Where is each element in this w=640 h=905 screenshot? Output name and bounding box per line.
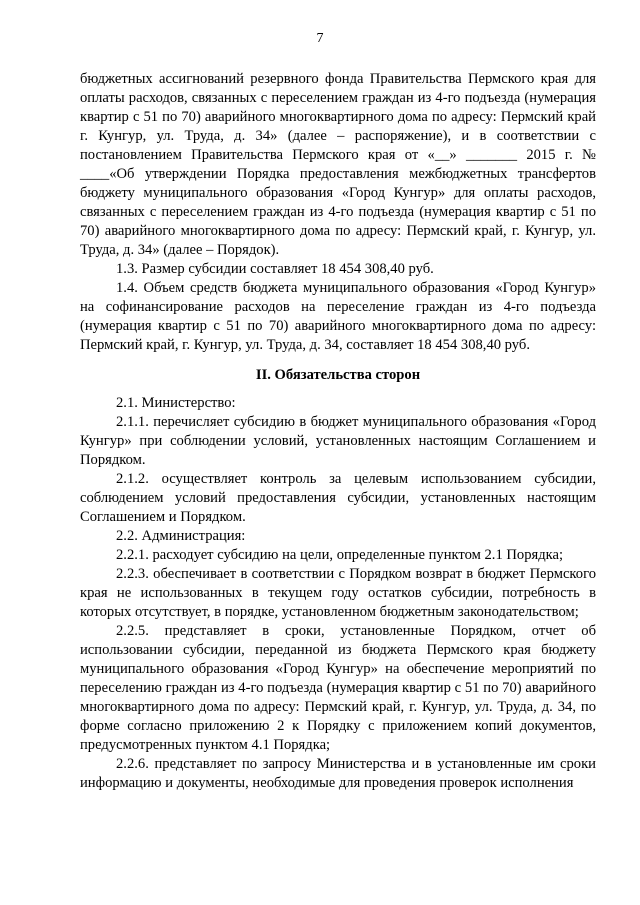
page-number: 7 — [316, 31, 324, 46]
paragraph-2-2-3: 2.2.3. обеспечивает в соответствии с Порядком возврат в бюджет Пермского края не использованных в текущем году остатков субсидии, потребность в которых отсутствует, в порядке, установленном бюджетным законодательством; — [80, 566, 596, 620]
paragraph-ordinance-context: бюджетных ассигнований резервного фонда Правительства Пермского края для оплаты расходов, связанных с переселением граждан из 4-го подъезда (нумерация квартир с 51 по 70) аварийного многоквартирного дома по адресу: Пермский край г. Кунгур, ул. Труда, д. 34» (далее – распоряжение), и в соответствии с постановлением Правительства Пермского края от «__» _______ 2015 г. № ____«Об утверждении Порядка предоставления межбюджетных трансфертов бюджету муниципального образования «Город Кунгур» для оплаты расходов, связанных с переселением граждан из 4-го подъезда (нумерация квартир с 51 по 70) аварийного многоквартирного дома по адресу: Пермский край, г. Кунгур, ул. Труда, д. 34» (далее – Порядок). — [80, 71, 596, 258]
paragraph-2-2-5: 2.2.5. представляет в сроки, установленные Порядком, отчет об использовании субсидии, переданной из бюджета Пермского края бюджету муниципального образования «Город Кунгур» на обеспечение мероприятий по переселению граждан из 4-го подъезда (нумерация квартир с 51 по 70) аварийного многоквартирного дома по адресу: Пермский край, г. Кунгур, ул. Труда, д. 34, по форме согласно приложению 2 к Порядку с приложением копий документов, предусмотренных пунктом 4.1 Порядка; — [80, 623, 596, 753]
paragraph-1-4: 1.4. Объем средств бюджета муниципального образования «Город Кунгур» на софинансирование расходов на переселение граждан из 4-го подъезда (нумерация квартир с 51 по 70) аварийного многоквартирного дома по адресу: Пермский край, г. Кунгур, ул. Труда, д. 34, составляет 18 454 308,40 руб. — [80, 280, 596, 353]
paragraph-2-2-6: 2.2.6. представляет по запросу Министерства и в установленные им сроки информацию и документы, необходимые для проведения проверок исполнения — [80, 756, 596, 791]
paragraph-2-2: 2.2. Администрация: — [116, 528, 246, 544]
paragraph-2-1-1: 2.1.1. перечисляет субсидию в бюджет муниципального образования «Город Кунгур» при соблюдении условий, установленных настоящим Соглашением и Порядком. — [80, 414, 596, 468]
paragraph-1-3: 1.3. Размер субсидии составляет 18 454 308,40 руб. — [116, 261, 434, 277]
paragraph-2-1-2: 2.1.2. осуществляет контроль за целевым использованием субсидии, соблюдением условий предоставления субсидии, установленных настоящим Соглашением и Порядком. — [80, 471, 596, 525]
document-body — [80, 70, 596, 793]
section-heading: II. Обязательства сторон — [255, 367, 421, 383]
paragraph-2-2-1: 2.2.1. расходует субсидию на цели, определенные пунктом 2.1 Порядка; — [116, 547, 564, 563]
paragraph-2-1: 2.1. Министерство: — [116, 395, 236, 411]
